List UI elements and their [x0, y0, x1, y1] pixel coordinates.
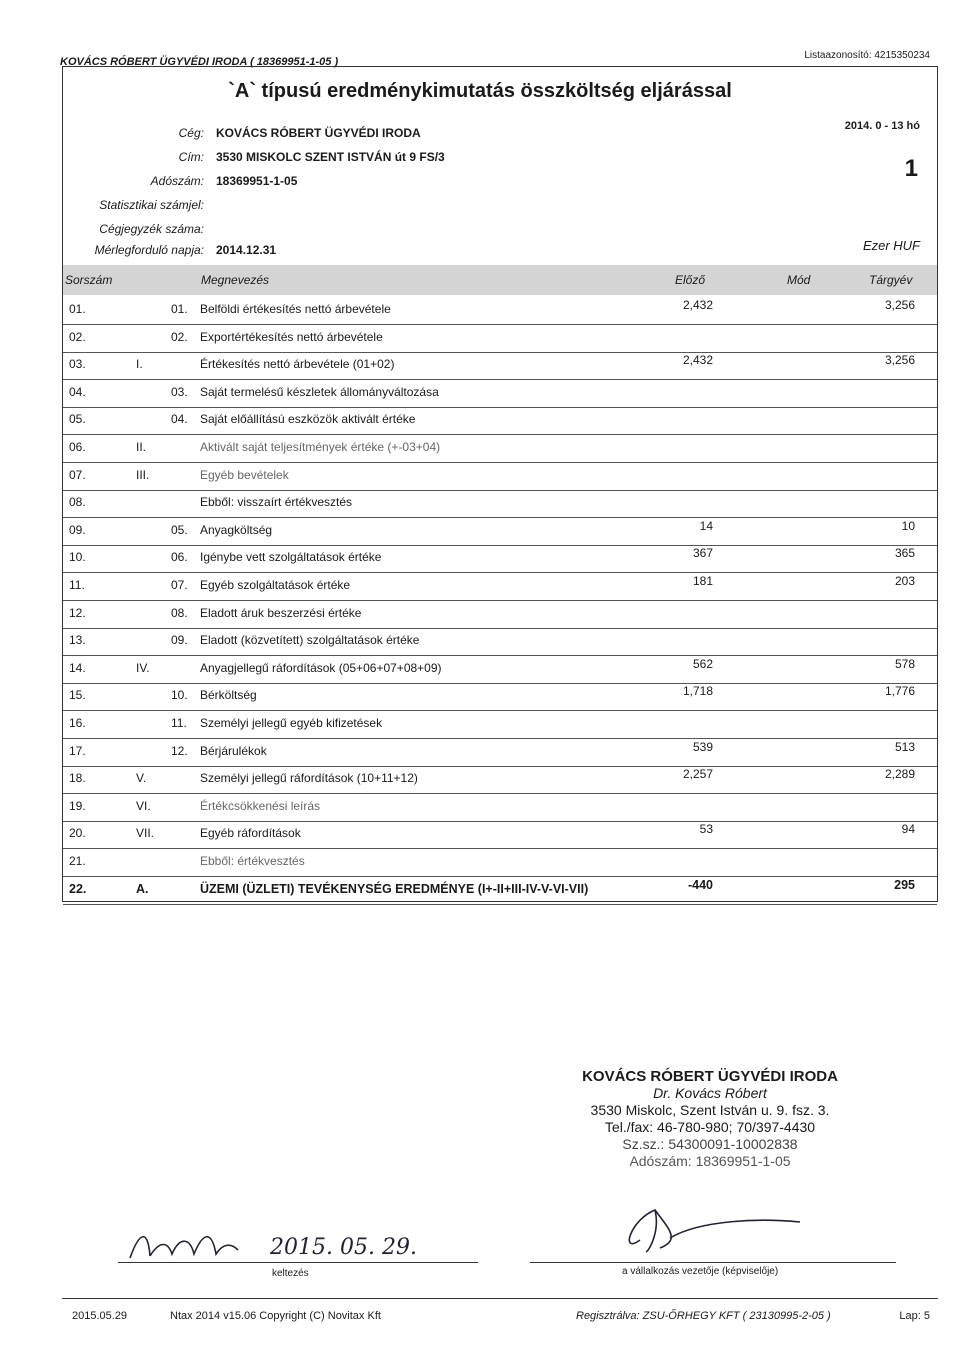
- row-code: 10.: [171, 688, 188, 703]
- report-title: `A` típusú eredménykimutatás összköltség eljárással: [228, 80, 732, 102]
- footer-page: Lap: 5: [899, 1310, 930, 1322]
- row-roman: VI.: [136, 798, 151, 813]
- unit: Ezer HUF: [862, 238, 920, 253]
- row-sorszam: 13.: [69, 633, 86, 648]
- row-name: Eladott áruk beszerzési értéke: [200, 605, 362, 620]
- row-code: 11.: [171, 716, 187, 730]
- table-row: [63, 767, 937, 794]
- row-sorszam: 15.: [69, 688, 86, 703]
- stamp-firm: KOVÁCS RÓBERT ÜGYVÉDI IRODA: [582, 1068, 838, 1085]
- row-sorszam: 14.: [69, 660, 86, 675]
- company-stamp: [520, 1068, 900, 1170]
- row-name: Igénybe vett szolgáltatások értéke: [200, 550, 382, 565]
- row-name: Anyagköltség: [200, 522, 273, 537]
- table-row: [63, 491, 937, 518]
- row-previous-year: 53: [699, 822, 713, 837]
- row-name: Saját előállítású eszközök aktivált értéke: [200, 412, 416, 427]
- col-mod: Mód: [787, 273, 811, 287]
- table-row: [63, 822, 937, 849]
- row-name: Ebből: visszaírt értékvesztés: [200, 495, 353, 510]
- handwritten-date: 2015. 05. 29.: [270, 1235, 417, 1260]
- stamp-address: 3530 Miskolc, Szent István u. 9. fsz. 3.: [590, 1102, 830, 1118]
- table-row: [63, 381, 937, 408]
- row-current-year: 203: [894, 574, 915, 588]
- row-code: 07.: [171, 578, 188, 592]
- row-current-year: 578: [894, 656, 915, 671]
- date-line: [118, 1262, 478, 1263]
- table-row: [63, 574, 937, 601]
- row-current-year: 295: [894, 877, 915, 892]
- vezeto-label: a vállalkozás vezetője (képviselője): [622, 1266, 779, 1277]
- stamp-account: Sz.sz.: 54300091-10002838: [622, 1136, 798, 1152]
- row-name: Saját termelésű készletek állományváltozása: [200, 384, 439, 399]
- row-code: 06.: [171, 550, 188, 565]
- row-current-year: 94: [901, 822, 915, 837]
- row-previous-year: 539: [692, 739, 713, 754]
- row-sorszam: 17.: [69, 743, 86, 758]
- table-row: [63, 408, 937, 435]
- table-row: [63, 464, 937, 491]
- row-code: 02.: [171, 329, 188, 344]
- table-row: [63, 546, 937, 573]
- row-sorszam: 01.: [69, 302, 86, 316]
- row-roman: III.: [136, 467, 150, 482]
- table-row: [63, 436, 937, 463]
- row-roman: A.: [136, 881, 149, 896]
- row-previous-year: 2,257: [682, 767, 713, 782]
- ceg-label: Cég:: [178, 126, 204, 140]
- col-targyev: Tárgyév: [869, 273, 913, 287]
- cegjegyzek-label: Cégjegyzék száma:: [99, 222, 204, 236]
- row-code: 01.: [171, 302, 188, 316]
- table-row: [63, 629, 937, 656]
- col-sorszam: Sorszám: [65, 273, 113, 287]
- footer-software: Ntax 2014 v15.06 Copyright (C) Novitax Kft: [170, 1310, 381, 1322]
- row-name: Exportértékesítés nettó árbevétele: [200, 329, 383, 344]
- row-sorszam: 10.: [69, 550, 86, 565]
- merleg-value: 2014.12.31: [216, 243, 277, 257]
- row-name: Egyéb szolgáltatások értéke: [200, 578, 351, 592]
- row-current-year: 3,256: [884, 298, 915, 312]
- row-sorszam: 09.: [69, 522, 86, 537]
- row-name: Belföldi értékesítés nettó árbevétele: [200, 302, 391, 316]
- row-previous-year: 1,718: [682, 684, 713, 699]
- table-row: [63, 878, 937, 905]
- row-sorszam: 07.: [69, 467, 86, 482]
- adoszam-value: 18369951-1-05: [216, 174, 298, 188]
- row-name: Eladott (közvetített) szolgáltatások értéke: [200, 633, 420, 648]
- row-name: Személyi jellegű ráfordítások (10+11+12): [200, 771, 418, 786]
- table-row: [63, 298, 937, 325]
- row-previous-year: 14: [699, 518, 713, 533]
- row-name: Személyi jellegű egyéb kifizetések: [200, 716, 383, 730]
- cim-value: 3530 MISKOLC SZENT ISTVÁN út 9 FS/3: [216, 150, 445, 164]
- row-code: 08.: [171, 605, 188, 620]
- row-sorszam: 05.: [69, 412, 86, 427]
- table-row: [63, 795, 937, 822]
- row-sorszam: 18.: [69, 771, 86, 786]
- row-name: Értékcsökkenési leírás: [200, 798, 321, 813]
- header-company: KOVÁCS RÓBERT ÜGYVÉDI IRODA ( 18369951-1-05 ): [60, 56, 339, 68]
- row-roman: V.: [136, 771, 147, 786]
- row-name: ÜZEMI (ÜZLETI) TEVÉKENYSÉG EREDMÉNYE (I+-II+III-IV-V-VI-VII): [200, 881, 589, 896]
- merleg-label: Mérlegforduló napja:: [94, 243, 204, 257]
- row-name: Bérköltség: [200, 688, 257, 703]
- row-code: 04.: [171, 412, 188, 427]
- row-current-year: 1,776: [884, 684, 915, 699]
- row-roman: IV.: [136, 660, 150, 675]
- table-row: [63, 684, 937, 711]
- period: 2014. 0 - 13 hó: [844, 120, 920, 132]
- col-megnevezes: Megnevezés: [201, 273, 270, 287]
- row-sorszam: 16.: [69, 716, 86, 730]
- ceg-value: KOVÁCS RÓBERT ÜGYVÉDI IRODA: [216, 126, 421, 140]
- row-sorszam: 19.: [69, 798, 86, 813]
- row-previous-year: 2,432: [682, 353, 713, 368]
- row-sorszam: 22.: [69, 881, 87, 896]
- list-code: Listaazonosító: 4215350234: [804, 50, 930, 61]
- row-sorszam: 03.: [69, 357, 86, 372]
- table-row: [63, 740, 937, 767]
- row-roman: I.: [136, 357, 143, 372]
- table-row: [63, 850, 937, 877]
- row-current-year: 513: [894, 739, 915, 754]
- stat-label: Statisztikai számjel:: [99, 198, 204, 212]
- row-current-year: 10: [901, 518, 915, 533]
- row-sorszam: 02.: [69, 329, 86, 344]
- keltezes-label: keltezés: [272, 1268, 309, 1279]
- table-row: [63, 712, 937, 739]
- row-sorszam: 06.: [69, 440, 86, 454]
- row-roman: VII.: [136, 826, 155, 841]
- row-previous-year: 2,432: [682, 298, 713, 312]
- table-row: [63, 602, 937, 629]
- row-previous-year: 367: [692, 546, 713, 561]
- stamp-tel: Tel./fax: 46-780-980; 70/397-4430: [604, 1119, 816, 1135]
- footer-rule: [62, 1298, 938, 1299]
- cim-label: Cím:: [178, 150, 204, 164]
- row-name: Anyagjellegű ráfordítások (05+06+07+08+09): [200, 660, 442, 675]
- row-current-year: 2,289: [884, 767, 915, 782]
- adoszam-label: Adószám:: [150, 174, 204, 188]
- signature: [610, 1200, 810, 1260]
- row-sorszam: 08.: [69, 495, 86, 510]
- row-previous-year: 181: [692, 574, 713, 588]
- row-current-year: 3,256: [884, 353, 915, 368]
- row-roman: II.: [136, 440, 147, 454]
- row-sorszam: 21.: [69, 854, 86, 868]
- table-row: [63, 657, 937, 684]
- row-previous-year: 562: [692, 656, 713, 671]
- signature-line: [530, 1262, 896, 1263]
- table-row: [63, 519, 937, 546]
- table-row: [63, 353, 937, 380]
- row-name: Értékesítés nettó árbevétele (01+02): [200, 357, 395, 372]
- row-sorszam: 11.: [69, 578, 85, 592]
- row-code: 09.: [171, 633, 188, 648]
- page-number-box: 1: [904, 155, 918, 182]
- stamp-name: Dr. Kovács Róbert: [653, 1085, 767, 1101]
- row-sorszam: 04.: [69, 384, 86, 399]
- row-name: Egyéb bevételek: [200, 467, 289, 482]
- row-code: 03.: [171, 384, 188, 399]
- table-row: [63, 326, 937, 353]
- row-sorszam: 20.: [69, 826, 86, 841]
- row-name: Ebből: értékvesztés: [200, 854, 305, 868]
- row-current-year: 365: [894, 546, 915, 561]
- column-header: [63, 265, 937, 295]
- stamp-tax: Adószám: 18369951-1-05: [629, 1153, 791, 1169]
- row-code: 12.: [171, 743, 188, 758]
- row-name: Egyéb ráfordítások: [200, 826, 301, 841]
- row-name: Bérjárulékok: [200, 743, 267, 758]
- footer-date: 2015.05.29: [72, 1310, 128, 1322]
- row-code: 05.: [171, 522, 188, 537]
- col-elozo: Előző: [675, 273, 706, 287]
- footer-registration: Regisztrálva: ZSU-ŐRHEGY KFT ( 23130995-2-05 ): [576, 1310, 831, 1322]
- date-handwriting: [120, 1220, 480, 1268]
- row-sorszam: 12.: [69, 605, 86, 620]
- row-name: Aktivált saját teljesítmények értéke (+-03+04): [200, 440, 441, 454]
- row-previous-year: -440: [687, 877, 713, 892]
